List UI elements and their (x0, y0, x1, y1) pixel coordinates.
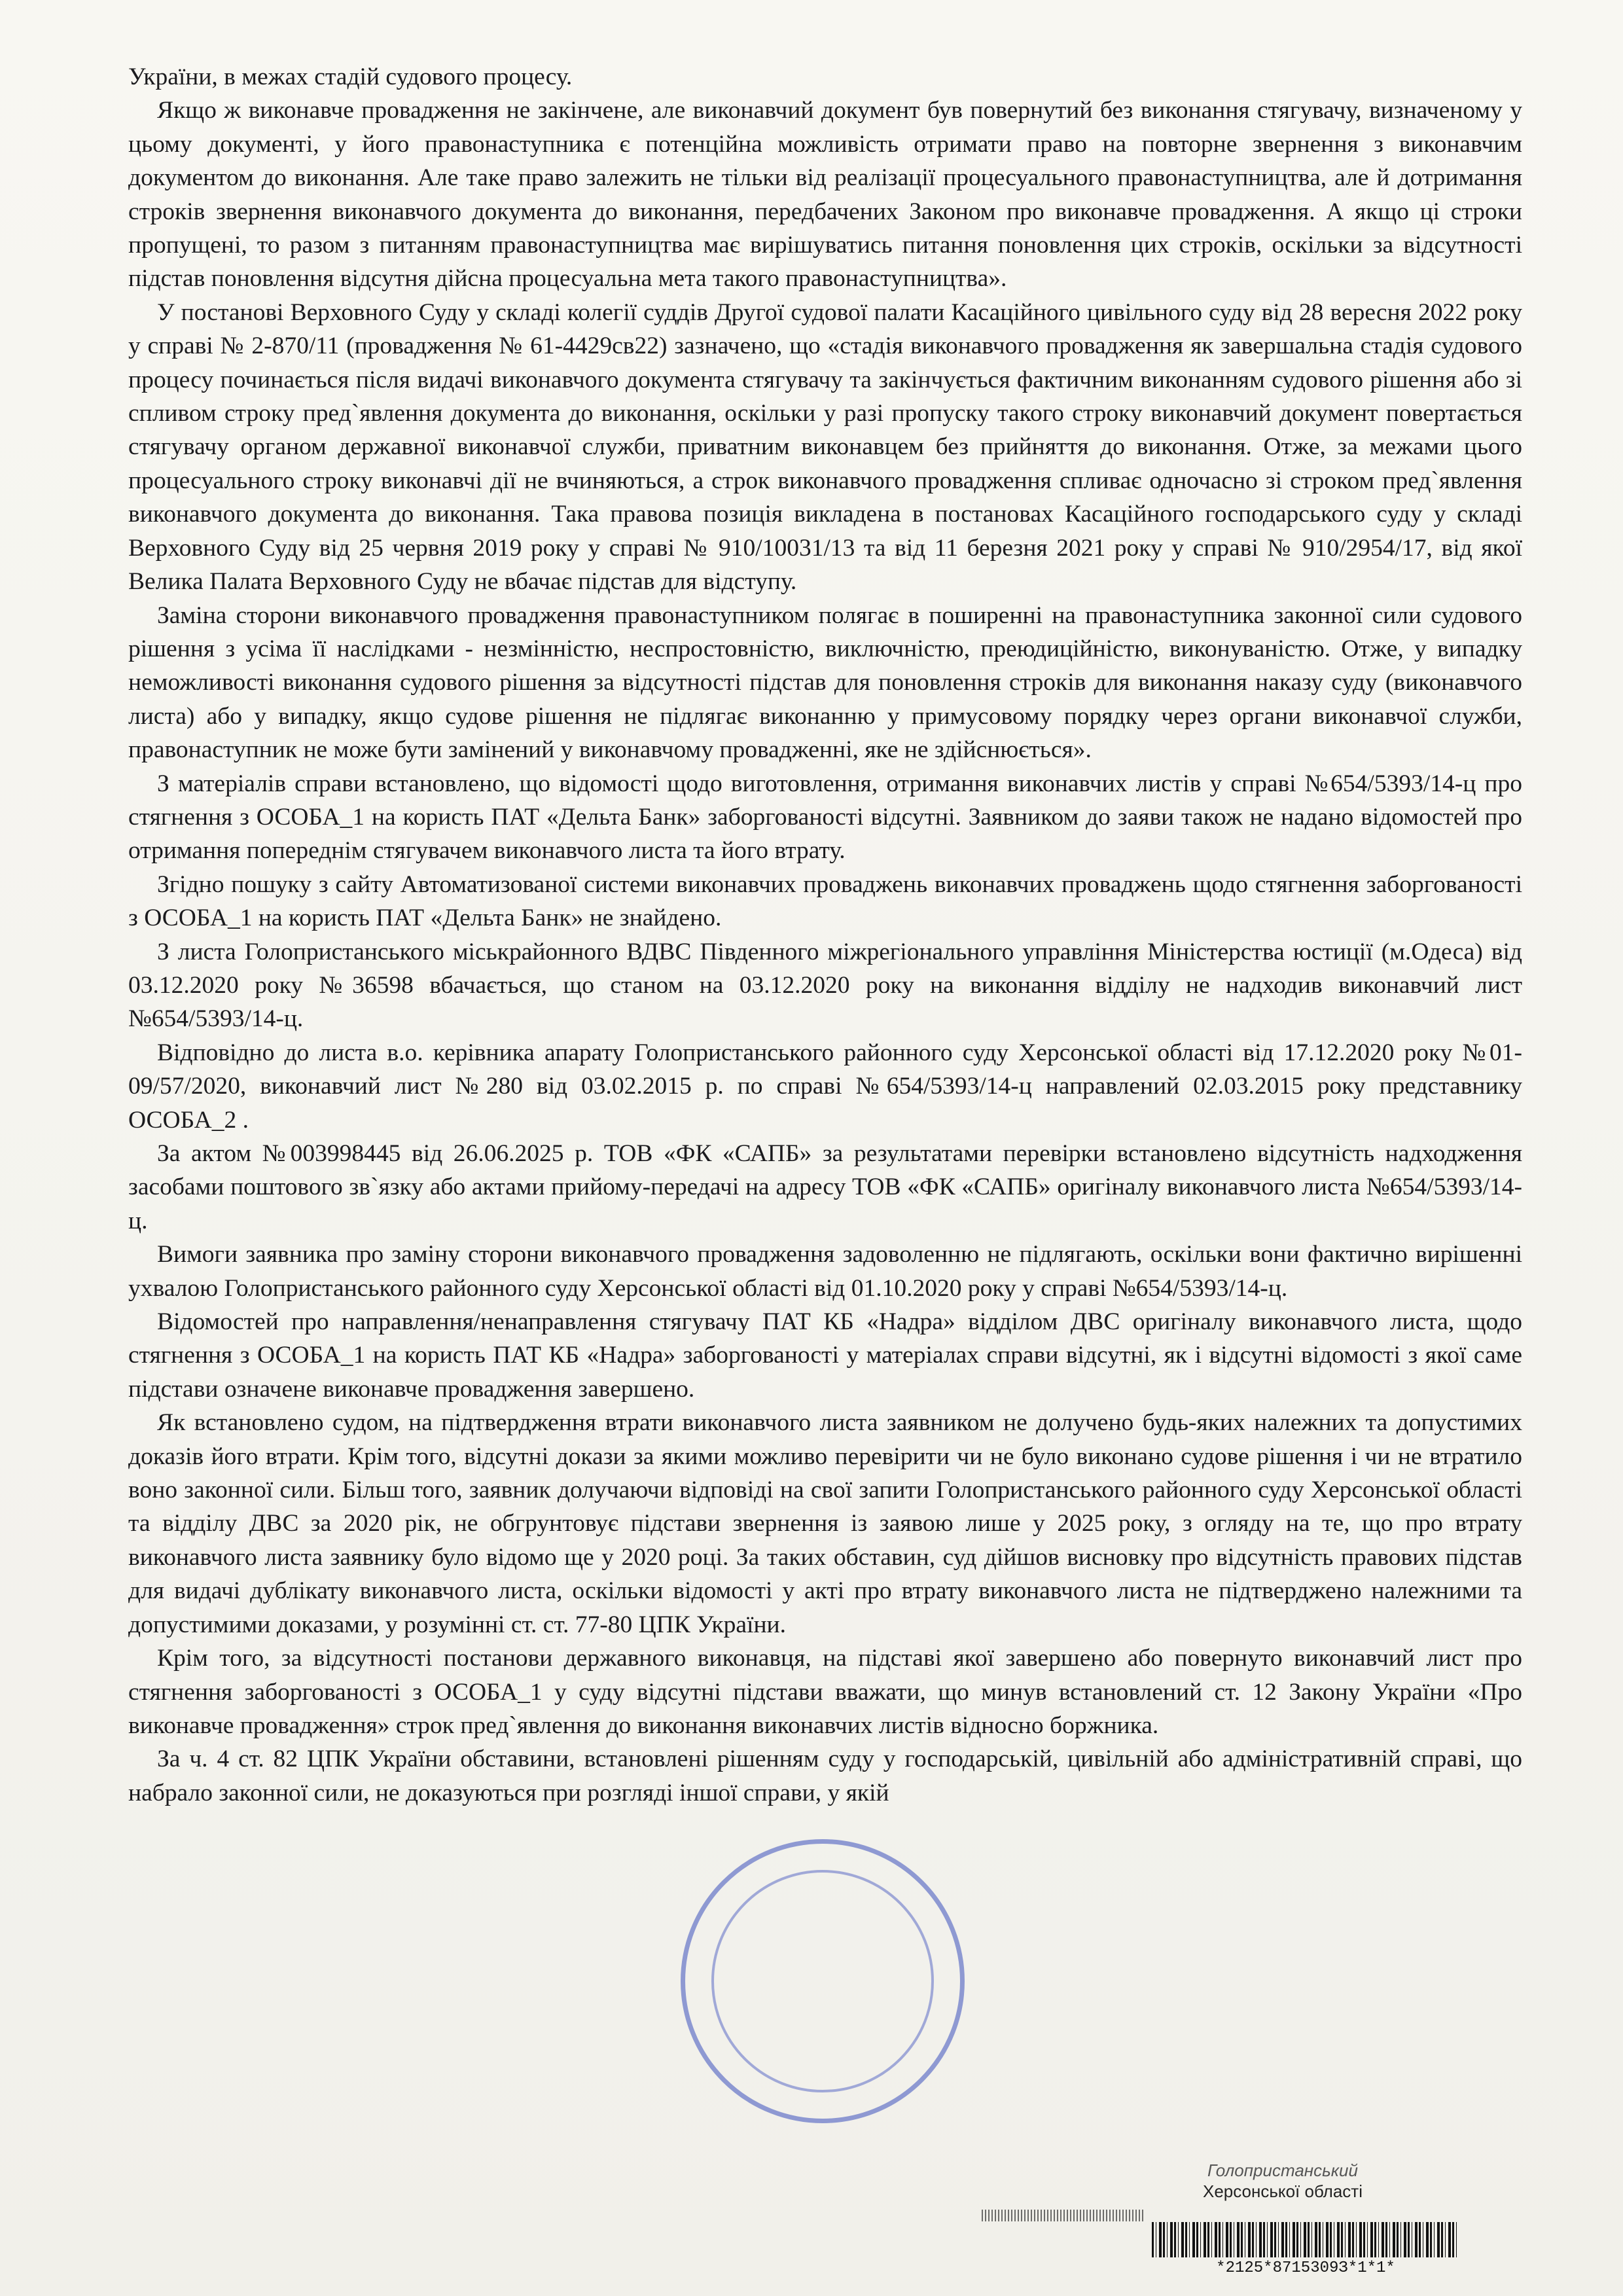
paragraph: З матеріалів справи встановлено, що відомості щодо виготовлення, отримання виконавчих листів у справі №654/5393/14-ц про стягнення з ОСОБА_1 на користь ПАТ «Дельта Банк» заборгованості відсутні. Заявником до заяви також не надано відомостей про отримання попереднім стягувачем виконавчого листа та його втрату. (128, 770, 1522, 865)
paragraph: Якщо ж виконавче провадження не закінчене, але виконавчий документ був повернутий без виконання стягувачу, визначеному у цьому документі, у його правонаступника є потенційна можливість отримати право на повторне звернення з виконавчим документом до виконання. Але таке право залежить не тільки від реалізації процесуального правонаступництва, але й дотримання строків звернення виконавчого документа до виконання, передбачених Законом про виконавче провадження. А якщо ці строки пропущені, то разом з питанням правонаступництва має вирішуватись питання поновлення цих строків, оскільки за відсутності підстав поновлення відсутня дійсна процесуальна мета такого правонаступництва». (128, 97, 1522, 293)
barcode-number: *2125*8715309З*1*1* (1216, 2259, 1395, 2277)
signature-underline (982, 2210, 1145, 2221)
paragraph: Вимоги заявника про заміну сторони виконавчого провадження задоволенню не підлягають, оскільки вони фактично вирішенні ухвалою Голопристанського районного суду Херсонської області від 01.10.2020 року у справі №654/5393/14-ц. (128, 1241, 1522, 1302)
paragraph: Як встановлено судом, на підтвердження втрати виконавчого листа заявником не долучено будь-яких належних та допустимих доказів його втрати. Крім того, відсутні докази за якими можливо перевірити чи не було виконано судове рішення і чи не втратило воно законної сили. Більш того, заявник долучаючи відповіді на свої запити Голопристанського районного суду Херсонської області та відділу ДВС за 2020 рік, не обгрунтовує підстави звернення із заявою лише у 2025 року, з огляду на те, що про втрату виконавчого листа заявнику було відомо ще у 2020 році. За таких обставин, суд дійшов висновку про відсутність правових підстав для видачі дублікату виконавчого листа, оскільки відомості у акті про втрату виконавчого листа не підтверджено належними та допустимими доказами, у розумінні ст. ст. 77-80 ЦПК України. (128, 1409, 1522, 1638)
paragraph: За актом №003998445 від 26.06.2025 р. ТОВ «ФК «САПБ» за результатами перевірки встановлено відсутність надходження засобами поштового зв`язку або актами прийому-передачі на адресу ТОВ «ФК «САПБ» оригіналу виконавчого листа №654/5393/14-ц. (128, 1140, 1522, 1234)
paragraph: Згідно пошуку з сайту Автоматизованої системи виконавчих проваджень виконавчих проваджень щодо стягнення заборгованості з ОСОБА_1 на користь ПАТ «Дельта Банк» не знайдено. (128, 870, 1522, 932)
paragraph: Відомостей про направлення/ненаправлення стягувачу ПАТ КБ «Надра» відділом ДВС оригіналу виконавчого листа, щодо стягнення з ОСОБА_1 на користь ПАТ КБ «Надра» заборгованості у матеріалах справи відсутні, як і відсутні відомості з якої саме підстави означене виконавче провадження завершено. (128, 1308, 1522, 1403)
barcode (1152, 2222, 1459, 2257)
paragraph: Крім того, за відсутності постанови державного виконавця, на підставі якої завершено або повернуто виконавчий лист про стягнення заборгованості з ОСОБА_1 у суду відсутні підстави вважати, що минув встановлений ст. 12 Закону України «Про виконавче провадження» строк пред`явлення до виконання виконавчих листів відносно боржника. (128, 1645, 1522, 1739)
paragraph: Відповідно до листа в.о. керівника апарату Голопристанського районного суду Херсонської області від 17.12.2020 року №01-09/57/2020, виконавчий лист №280 від 03.02.2015 р. по справі №654/5393/14-ц направлений 02.03.2015 року представнику ОСОБА_2 . (128, 1039, 1522, 1134)
court-attestation (1178, 2160, 1387, 2202)
paragraph: Заміна сторони виконавчого провадження правонаступником полягає в поширенні на правонаступника законної сили судового рішення з усіма її наслідками - незмінністю, неспростовністю, виключністю, преюдиційністю, виконуваністю. Отже, у випадку неможливості виконання судового рішення за відсутності підстав для поновлення строків для виконання наказу суду (виконавчого листа) або у випадку, якщо судове рішення не підлягає виконанню у примусовому порядку через органи виконавчої служби, правонаступник не може бути замінений у виконавчому провадженні, яке не здійснюється». (128, 601, 1522, 764)
court-seal-stamp (681, 1839, 965, 2123)
court-name-line: Голопристанський (1207, 2161, 1358, 2180)
paragraph: За ч. 4 ст. 82 ЦПК України обставини, встановлені рішенням суду у господарській, цивільній або адміністративній справі, що набрало законної сили, не доказуються при розгляді іншої справи, у якій (128, 1746, 1522, 1806)
paragraph: У постанові Верховного Суду у складі колегії суддів Другої судової палати Касаційного цивільного суду від 28 вересня 2022 року у справі № 2-870/11 (провадження № 61-4429св22) зазначено, що «стадія виконавчого провадження як завершальна стадія судового процесу починається після видачі виконавчого документа стягувачу та закінчується фактичним виконанням судового рішення або зі спливом строку пред`явлення документа до виконання, оскільки у разі пропуску такого строку виконавчий документ повертається стягувачу органом державної виконавчої служби, приватним виконавцем без прийняття до виконання. Отже, за межами цього процесуального строку виконавчі дії не вчиняються, а строк виконавчого провадження спливає одночасно зі строком пред`явлення виконавчого документа до виконання. Така правова позиція викладена в постановах Касаційного господарського суду у складі Верховного Суду від 25 червня 2019 року у справі № 910/10031/13 та від 11 березня 2021 року у справі № 910/2954/17, від якої Велика Палата Верховного Суду не вбачає підстав для відступу. (128, 298, 1522, 596)
document-body (128, 60, 1522, 1810)
paragraph: З листа Голопристанського міськрайонного ВДВС Південного міжрегіонального управління Міністерства юстиції (м.Одеса) від 03.12.2020 року №36598 вбачається, що станом на 03.12.2020 року на виконання відділу не надходив виконавчий лист №654/5393/14-ц. (128, 938, 1522, 1033)
paragraph-continuation: України, в межах стадій судового процесу. (128, 63, 573, 90)
court-region-line: Херсонської області (1203, 2181, 1363, 2201)
